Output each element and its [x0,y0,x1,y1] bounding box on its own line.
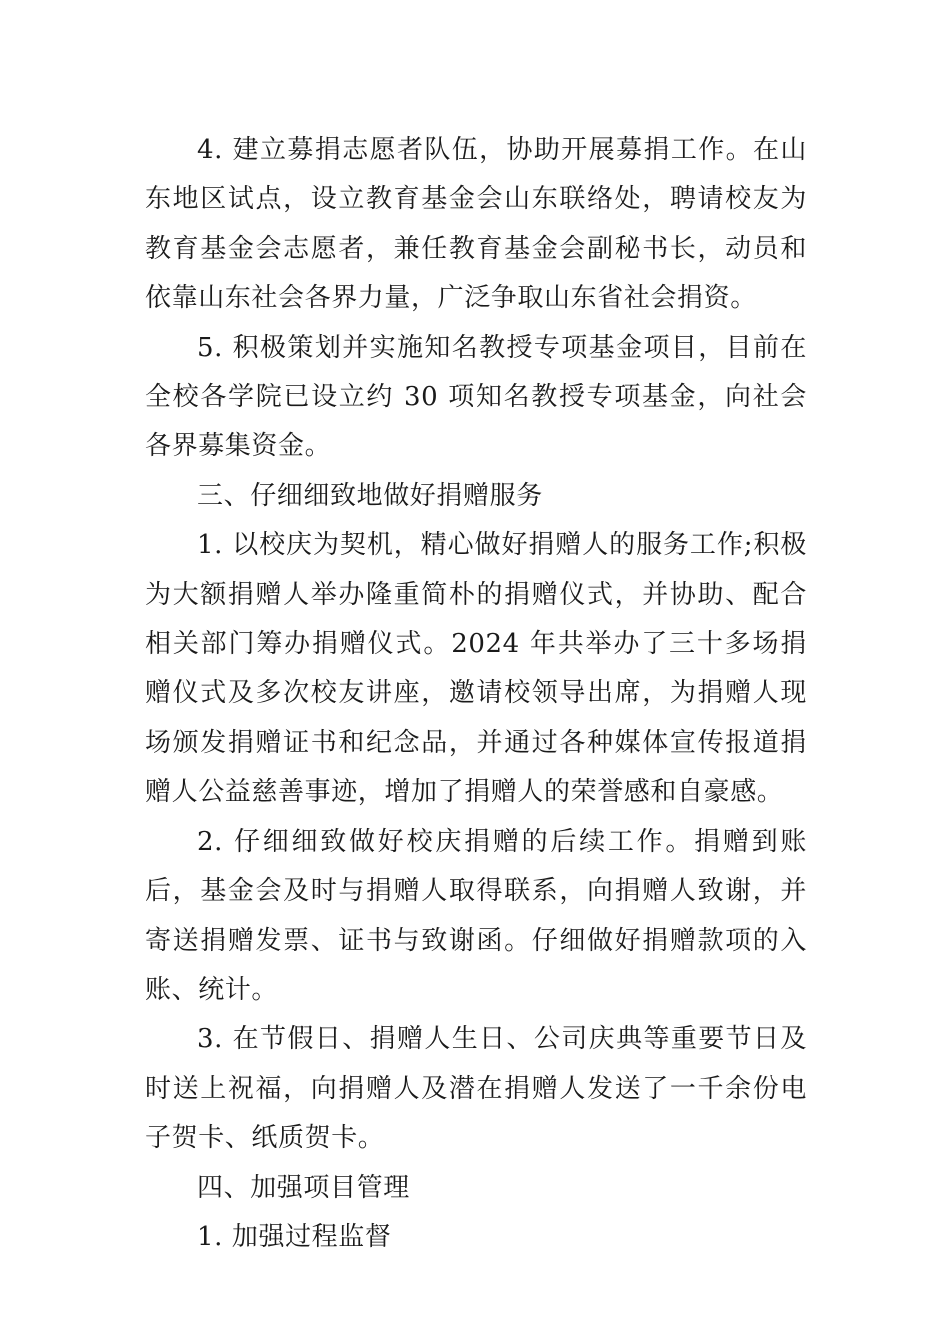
document-body [145,126,807,1262]
paragraph-item-1-anniversary: 1. 以校庆为契机，精心做好捐赠人的服务工作;积极为大额捐赠人举办隆重简朴的捐赠仪式，并协助、配合相关部门筹办捐赠仪式。2024 年共举办了三十多场捐赠仪式及多次校友讲座，邀请校领导出席，为捐赠人现场颁发捐赠证书和纪念品，并通过各种媒体宣传报道捐赠人公益慈善事迹，增加了捐赠人的荣誉感和自豪感。 [145,530,807,808]
paragraph-item-5-professor-fund: 5. 积极策划并实施知名教授专项基金项目，目前在全校各学院已设立约 30 项知名教授专项基金，向社会各界募集资金。 [145,332,807,462]
section-heading-donation-service: 三、仔细细致地做好捐赠服务 [197,480,543,511]
section-heading-project-management: 四、加强项目管理 [197,1172,410,1203]
paragraph-item-3-greetings: 3. 在节假日、捐赠人生日、公司庆典等重要节日及时送上祝福，向捐赠人及潜在捐赠人发送了一千余份电子贺卡、纸质贺卡。 [145,1024,807,1154]
paragraph-item-1-process-supervision: 1. 加强过程监督 [197,1221,392,1252]
paragraph-item-4-volunteers: 4. 建立募捐志愿者队伍，协助开展募捐工作。在山东地区试点，设立教育基金会山东联络处，聘请校友为教育基金会志愿者，兼任教育基金会副秘书长，动员和依靠山东社会各界力量，广泛争取山东省社会捐资。 [145,135,807,314]
paragraph-item-2-follow-up: 2. 仔细细致做好校庆捐赠的后续工作。捐赠到账后，基金会及时与捐赠人取得联系，向捐赠人致谢，并寄送捐赠发票、证书与致谢函。仔细做好捐赠款项的入账、统计。 [145,826,807,1005]
